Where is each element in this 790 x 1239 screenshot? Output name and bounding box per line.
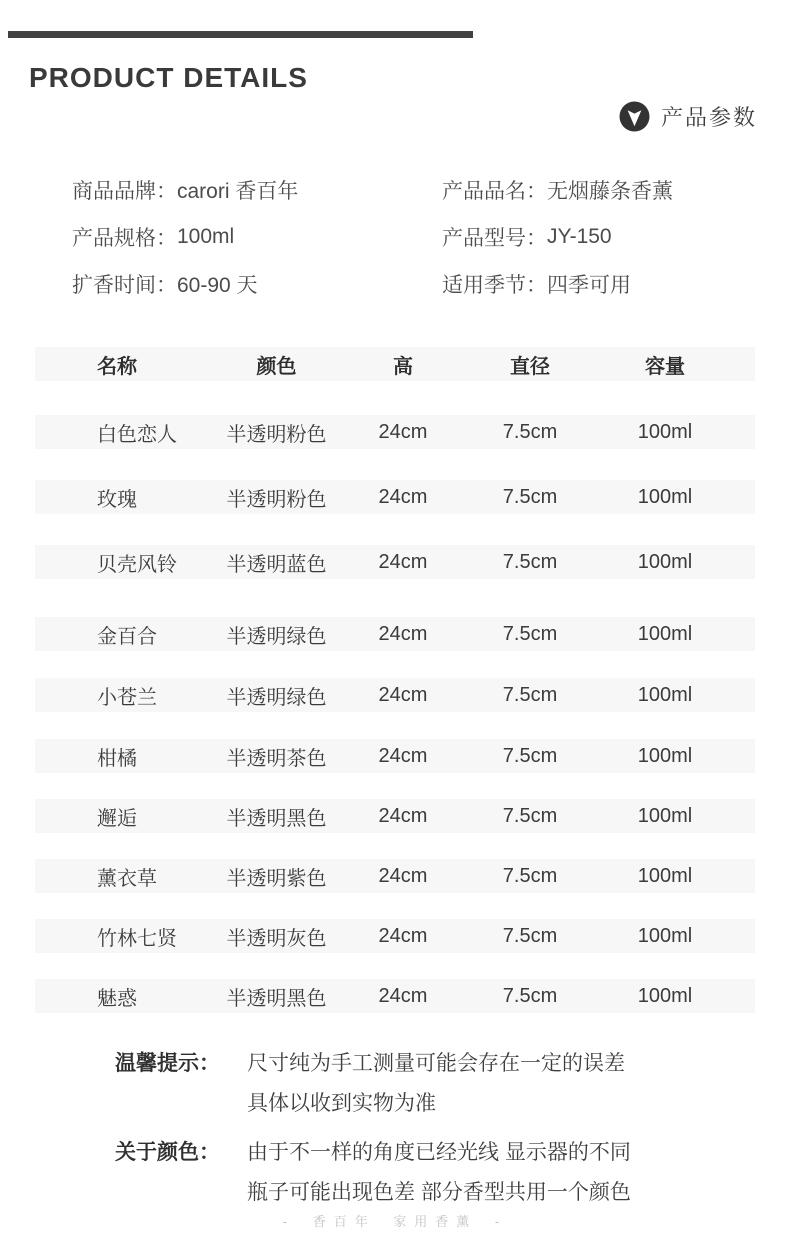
cell-diameter: 7.5cm — [502, 485, 558, 508]
cell-diameter: 7.5cm — [502, 804, 558, 827]
note-warm-tip — [115, 1044, 725, 1124]
cell-color: 半透明蓝色 — [226, 553, 327, 576]
note-line: 瓶子可能出现色差 部分香型共用一个颜色 — [247, 1181, 631, 1204]
spec-item-size — [72, 213, 442, 260]
page-title: PRODUCT DETAILS — [29, 62, 308, 93]
cell-height: 24cm — [378, 683, 428, 706]
cell-color: 半透明黑色 — [226, 987, 327, 1010]
down-arrow-icon — [619, 101, 650, 132]
spec-item-brand — [72, 166, 442, 213]
table-row — [35, 617, 755, 651]
cell-capacity: 100ml — [637, 984, 693, 1007]
table-row — [35, 979, 755, 1013]
column-header-capacity: 容量 — [645, 355, 685, 378]
spec-label: 产品型号： — [442, 226, 547, 250]
cell-diameter: 7.5cm — [502, 683, 558, 706]
spec-item-product-name — [442, 166, 790, 213]
top-divider-rule — [8, 31, 473, 38]
cell-color: 半透明灰色 — [226, 927, 327, 950]
cell-color: 半透明紫色 — [226, 867, 327, 890]
note-content — [247, 1133, 631, 1213]
spec-item-diffusion-time — [72, 260, 442, 307]
cell-color: 半透明茶色 — [226, 747, 327, 770]
spec-value: 四季可用 — [547, 273, 631, 297]
cell-height: 24cm — [378, 924, 428, 947]
cell-capacity: 100ml — [637, 420, 693, 443]
note-about-color — [115, 1133, 725, 1213]
spec-label: 产品规格： — [72, 226, 177, 250]
cell-diameter: 7.5cm — [502, 420, 558, 443]
spec-label: 商品品牌： — [72, 179, 177, 203]
note-line: 尺寸纯为手工测量可能会存在一定的误差 — [247, 1052, 625, 1075]
cell-capacity: 100ml — [637, 622, 693, 645]
cell-capacity: 100ml — [637, 683, 693, 706]
spec-value: carori 香百年 — [177, 179, 299, 203]
note-content — [247, 1044, 625, 1124]
cell-name: 邂逅 — [97, 807, 137, 830]
cell-capacity: 100ml — [637, 485, 693, 508]
cell-name: 竹林七贤 — [97, 927, 177, 950]
spec-value: JY-150 — [547, 224, 612, 248]
spec-value: 无烟藤条香薰 — [547, 179, 673, 203]
cell-capacity: 100ml — [637, 804, 693, 827]
spec-item-season — [442, 260, 790, 307]
spec-label: 产品品名： — [442, 179, 547, 203]
cell-height: 24cm — [378, 984, 428, 1007]
table-row — [35, 799, 755, 833]
spec-item-model — [442, 213, 790, 260]
table-header-row — [35, 347, 755, 381]
cell-height: 24cm — [378, 804, 428, 827]
table-row — [35, 859, 755, 893]
section-header-product-params — [619, 101, 757, 132]
cell-name: 小苍兰 — [97, 686, 157, 709]
spec-list — [0, 166, 790, 307]
notes-section — [115, 1044, 725, 1213]
spec-value: 100ml — [177, 224, 235, 248]
spec-value: 60-90 天 — [177, 273, 258, 297]
cell-diameter: 7.5cm — [502, 744, 558, 767]
cell-height: 24cm — [378, 550, 428, 573]
table-row — [35, 678, 755, 712]
cell-name: 金百合 — [97, 625, 157, 648]
table-row — [35, 739, 755, 773]
table-row — [35, 480, 755, 514]
cell-color: 半透明粉色 — [226, 423, 327, 446]
cell-diameter: 7.5cm — [502, 864, 558, 887]
brand-footer-text: - 香百年 家用香薰 - — [282, 1214, 508, 1229]
table-row — [35, 415, 755, 449]
cell-diameter: 7.5cm — [502, 924, 558, 947]
cell-color: 半透明绿色 — [226, 625, 327, 648]
column-header-name: 名称 — [97, 355, 137, 378]
note-label: 关于颜色： — [115, 1141, 220, 1164]
cell-diameter: 7.5cm — [502, 984, 558, 1007]
note-line: 由于不一样的角度已经光线 显示器的不同 — [247, 1141, 631, 1164]
cell-height: 24cm — [378, 485, 428, 508]
cell-height: 24cm — [378, 864, 428, 887]
cell-diameter: 7.5cm — [502, 622, 558, 645]
cell-name: 白色恋人 — [97, 423, 177, 446]
cell-color: 半透明黑色 — [226, 807, 327, 830]
cell-capacity: 100ml — [637, 924, 693, 947]
cell-height: 24cm — [378, 744, 428, 767]
cell-name: 薰衣草 — [97, 867, 157, 890]
section-header-label: 产品参数 — [660, 105, 757, 130]
column-header-diameter: 直径 — [510, 355, 550, 378]
spec-label: 扩香时间： — [72, 273, 177, 297]
cell-height: 24cm — [378, 622, 428, 645]
cell-height: 24cm — [378, 420, 428, 443]
note-line: 具体以收到实物为准 — [247, 1092, 436, 1115]
cell-name: 魅惑 — [97, 987, 137, 1010]
table-row — [35, 919, 755, 953]
cell-capacity: 100ml — [637, 550, 693, 573]
column-header-color: 颜色 — [256, 355, 297, 378]
cell-name: 柑橘 — [97, 747, 137, 770]
product-table — [35, 347, 755, 1013]
table-row — [35, 545, 755, 579]
cell-name: 玫瑰 — [97, 488, 137, 511]
note-label: 温馨提示： — [115, 1052, 220, 1075]
cell-name: 贝壳风铃 — [97, 553, 177, 576]
column-header-height: 高 — [393, 355, 413, 378]
cell-capacity: 100ml — [637, 744, 693, 767]
cell-capacity: 100ml — [637, 864, 693, 887]
spec-label: 适用季节： — [442, 273, 547, 297]
table-body — [35, 415, 755, 1013]
cell-color: 半透明绿色 — [226, 686, 327, 709]
cell-diameter: 7.5cm — [502, 550, 558, 573]
cell-color: 半透明粉色 — [226, 488, 327, 511]
